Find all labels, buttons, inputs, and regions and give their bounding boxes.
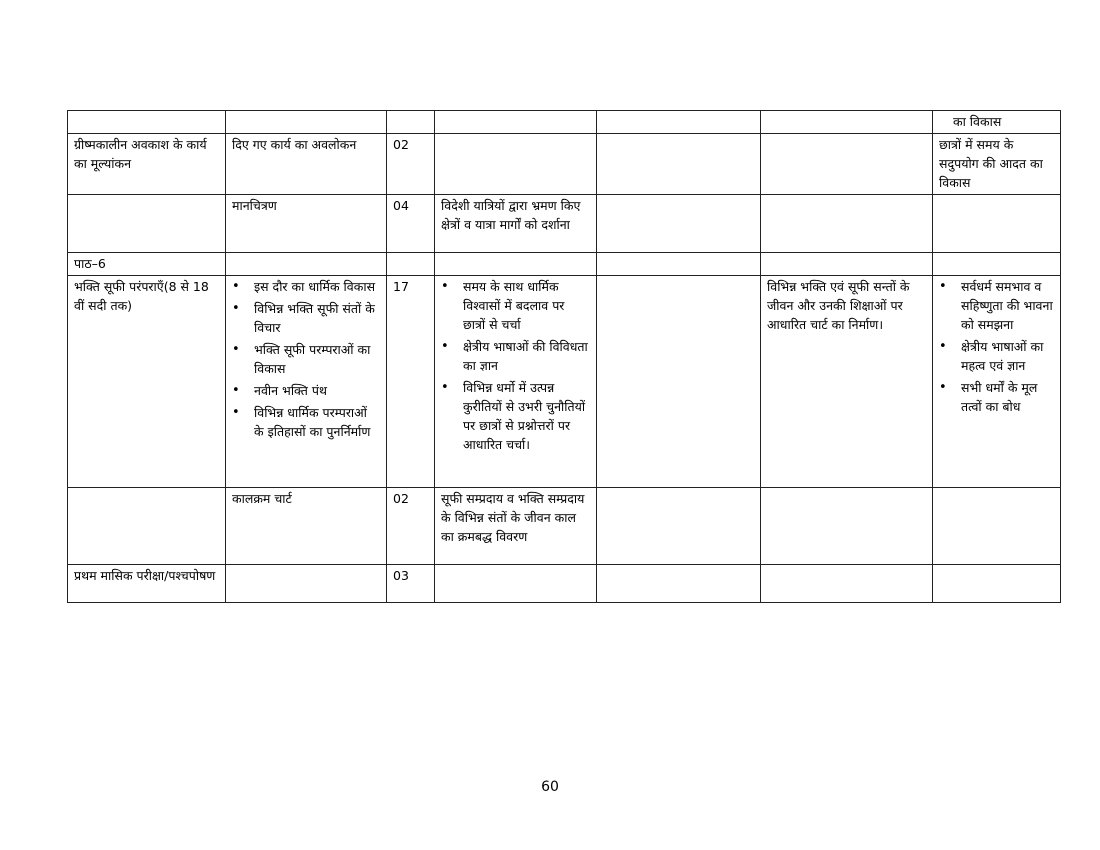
cell [761,195,933,253]
cell [226,253,387,276]
page-number: 60 [541,779,559,795]
bullet-list [939,277,1054,416]
cell: दिए गए कार्य का अवलोकन [226,134,387,195]
cell: 17 [387,276,435,488]
list-item: • विभिन्न धार्मिक परम्पराओं के इतिहासों का पुनर्निर्माण [254,403,380,441]
bullet-list [441,277,590,454]
cell [761,253,933,276]
cell: प्रथम मासिक परीक्षा/पश्चपोषण [68,565,226,603]
cell [761,565,933,603]
cell [387,111,435,134]
table-row [68,195,1061,253]
cell: 02 [387,134,435,195]
list-item: • सभी धर्मों के मूल तत्वों का बोध [961,378,1054,416]
cell: 04 [387,195,435,253]
cell [761,111,933,134]
list-item: • समय के साथ धार्मिक विश्वासों में बदलाव पर छात्रों से चर्चा [463,277,590,334]
table-row [68,134,1061,195]
cell [597,134,761,195]
list-item: • भक्ति सूफी परम्पराओं का विकास [254,340,380,378]
cell [435,276,597,488]
cell [226,276,387,488]
cell [597,111,761,134]
cell [435,565,597,603]
cell [435,111,597,134]
cell [597,488,761,565]
table-row [68,276,1061,488]
table-row [68,565,1061,603]
cell [933,195,1061,253]
cell [761,488,933,565]
cell: का विकास [933,111,1061,134]
cell: मानचित्रण [226,195,387,253]
cell [933,565,1061,603]
list-item: • नवीन भक्ति पंथ [254,381,380,400]
list-item: • विभिन्न भक्ति सूफी संतों के विचार [254,299,380,337]
list-item: • क्षेत्रीय भाषाओं की विविधता का ज्ञान [463,337,590,375]
table-row [68,253,1061,276]
cell: 02 [387,488,435,565]
lesson-label: पाठ–6 [68,253,226,276]
cell: विदेशी यात्रियों द्वारा भ्रमण किए क्षेत्रों व यात्रा मार्गों को दर्शाना [435,195,597,253]
cell [226,565,387,603]
cell [597,565,761,603]
cell [68,195,226,253]
cell: विभिन्न भक्ति एवं सूफी सन्तों के जीवन और उनकी शिक्षाओं पर आधारित चार्ट का निर्माण। [761,276,933,488]
list-item: • क्षेत्रीय भाषाओं का महत्व एवं ज्ञान [961,337,1054,375]
cell: 03 [387,565,435,603]
cell: भक्ति सूफी परंपराएँ(8 से 18 वीं सदी तक) [68,276,226,488]
cell [933,488,1061,565]
table-row [68,111,1061,134]
cell [933,253,1061,276]
list-item: • विभिन्न धर्मो में उत्पन्न कुरीतियों से उभरी चुनौतियों पर छात्रों से प्रश्नोत्तरों पर आधारित चर्चा। [463,378,590,454]
cell [597,276,761,488]
cell [226,111,387,134]
lesson-plan-table [67,110,1061,603]
cell: छात्रों में समय के सदुपयोग की आदत का विकास [933,134,1061,195]
cell [68,488,226,565]
cell [435,134,597,195]
cell [597,253,761,276]
cell [933,276,1061,488]
cell: ग्रीष्मकालीन अवकाश के कार्य का मूल्यांकन [68,134,226,195]
bullet-list [232,277,380,441]
list-item: • सर्वधर्म समभाव व सहिष्णुता की भावना को समझना [961,277,1054,334]
cell: सूफी सम्प्रदाय व भक्ति सम्प्रदाय के विभिन्न संतों के जीवन काल का क्रमबद्ध विवरण [435,488,597,565]
list-item: • इस दौर का धार्मिक विकास [254,277,380,296]
cell: कालक्रम चार्ट [226,488,387,565]
cell [435,253,597,276]
cell [597,195,761,253]
cell [68,111,226,134]
cell [387,253,435,276]
table-row [68,488,1061,565]
cell [761,134,933,195]
